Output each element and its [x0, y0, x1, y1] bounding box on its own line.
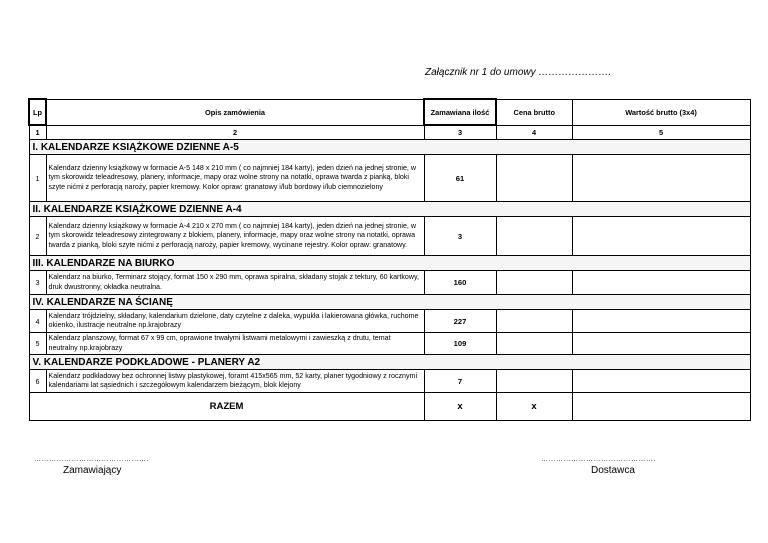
row-unit-price-cell[interactable]	[496, 271, 572, 295]
header-lp: Lp	[29, 99, 46, 125]
row-description: Kalendarz planszowy, format 67 x 99 cm, oprawione trwałymi listwami metalowymi i zawieszką z drutu, temat neutralny np.krajobrazy	[46, 333, 424, 355]
row-description: Kalendarz na biurko, Terminarz stojący, format 150 x 290 mm, oprawa spiralna, składany stojak z tektury, 60 kartkowy, druk dwustronny, okładka neutralna.	[46, 271, 424, 295]
section-row	[29, 202, 750, 217]
row-description: Kalendarz podkładowy bez ochronnej listwy plastykowej, foramt 415x565 mm, 52 karty, planer tygodniowy z rocznymi kalendariami lat sąsiednich i szczegółowym kalendarzem bieżącym, blok klejony	[46, 370, 424, 393]
row-total-value-cell[interactable]	[572, 370, 750, 393]
signature-line-left: ……………………………………….	[34, 456, 149, 463]
header-total-value: Wartość brutto (3x4)	[572, 99, 750, 125]
row-description: Kalendarz dzienny książkowy w formacie A-5 148 x 210 mm ( co najmniej 184 karty), jeden dzień na jednej stronie, w tym skorowidz teleadresowy, planery, informacje, mapy oraz wolne strony na notatki, oprawa twarda z pianką, bloki szyte nićmi z perforacją naroży, papier kremowy. Kolor opraw: granatowy i/lub bordowy i/lub ciemnozielony	[46, 155, 424, 202]
row-lp: 6	[29, 370, 46, 393]
column-number: 4	[496, 125, 572, 140]
column-number: 3	[424, 125, 496, 140]
row-unit-price-cell[interactable]	[496, 333, 572, 355]
section-title: III. KALENDARZE NA BIURKO	[29, 256, 750, 271]
section-row	[29, 295, 750, 310]
row-lp: 5	[29, 333, 46, 355]
section-row	[29, 256, 750, 271]
header-unit-price: Cena brutto	[496, 99, 572, 125]
row-lp: 2	[29, 217, 46, 256]
row-unit-price-cell[interactable]	[496, 310, 572, 333]
table-row	[29, 310, 750, 333]
total-quantity: x	[424, 393, 496, 421]
order-table	[28, 98, 751, 421]
table-row	[29, 271, 750, 295]
row-description: Kalendarz dzienny książkowy w formacie A-4 210 x 270 mm ( co najmniej 184 karty), jeden dzień na jednej stronie, w tym skorowidz teleadresowy zintegrowany z blokiem, planery, informacje, mapy oraz wolne strony na notatki, oprawa twarda z pianką, bloki szyte nićmi z perforacją naroży, papier kremowy, wycinane rejestry. Kolor opraw: granatowy.	[46, 217, 424, 256]
row-description: Kalendarz trójdzielny, składany, kalendarium dzielone, daty czytelne z daleka, wypukła i lakierowana główka, ruchome okienko, ilustracje neutralne np.krajobrazy	[46, 310, 424, 333]
signature-label-left: Zamawiający	[63, 465, 122, 476]
total-unit-price: x	[496, 393, 572, 421]
row-quantity: 7	[424, 370, 496, 393]
row-unit-price-cell[interactable]	[496, 155, 572, 202]
header-quantity: Zamawiana ilość	[424, 99, 496, 125]
row-total-value-cell[interactable]	[572, 310, 750, 333]
column-number: 1	[29, 125, 46, 140]
section-title: V. KALENDARZE PODKŁADOWE - PLANERY A2	[29, 355, 750, 370]
table-row	[29, 155, 750, 202]
header-description: Opis zamówienia	[46, 99, 424, 125]
column-number: 5	[572, 125, 750, 140]
total-label: RAZEM	[29, 393, 424, 421]
row-quantity: 109	[424, 333, 496, 355]
row-lp: 1	[29, 155, 46, 202]
section-title: IV. KALENDARZE NA ŚCIANĘ	[29, 295, 750, 310]
row-lp: 4	[29, 310, 46, 333]
section-title: I. KALENDARZE KSIĄŻKOWE DZIENNE A-5	[29, 140, 750, 155]
column-number-row	[29, 125, 750, 140]
column-number: 2	[46, 125, 424, 140]
table-row	[29, 333, 750, 355]
signature-label-right: Dostawca	[591, 465, 635, 476]
row-unit-price-cell[interactable]	[496, 370, 572, 393]
row-total-value-cell[interactable]	[572, 217, 750, 256]
total-row	[29, 393, 750, 421]
table-row	[29, 370, 750, 393]
row-lp: 3	[29, 271, 46, 295]
row-quantity: 61	[424, 155, 496, 202]
row-quantity: 227	[424, 310, 496, 333]
table-row	[29, 217, 750, 256]
row-quantity: 160	[424, 271, 496, 295]
section-row	[29, 355, 750, 370]
row-total-value-cell[interactable]	[572, 155, 750, 202]
row-unit-price-cell[interactable]	[496, 217, 572, 256]
total-value-cell[interactable]	[572, 393, 750, 421]
attachment-label: Załącznik nr 1 do umowy ………………….	[425, 67, 612, 78]
table-header-row	[29, 99, 750, 125]
row-quantity: 3	[424, 217, 496, 256]
section-title: II. KALENDARZE KSIĄŻKOWE DZIENNE A-4	[29, 202, 750, 217]
section-row	[29, 140, 750, 155]
row-total-value-cell[interactable]	[572, 333, 750, 355]
row-total-value-cell[interactable]	[572, 271, 750, 295]
signature-line-right: ……………………………………….	[541, 456, 656, 463]
